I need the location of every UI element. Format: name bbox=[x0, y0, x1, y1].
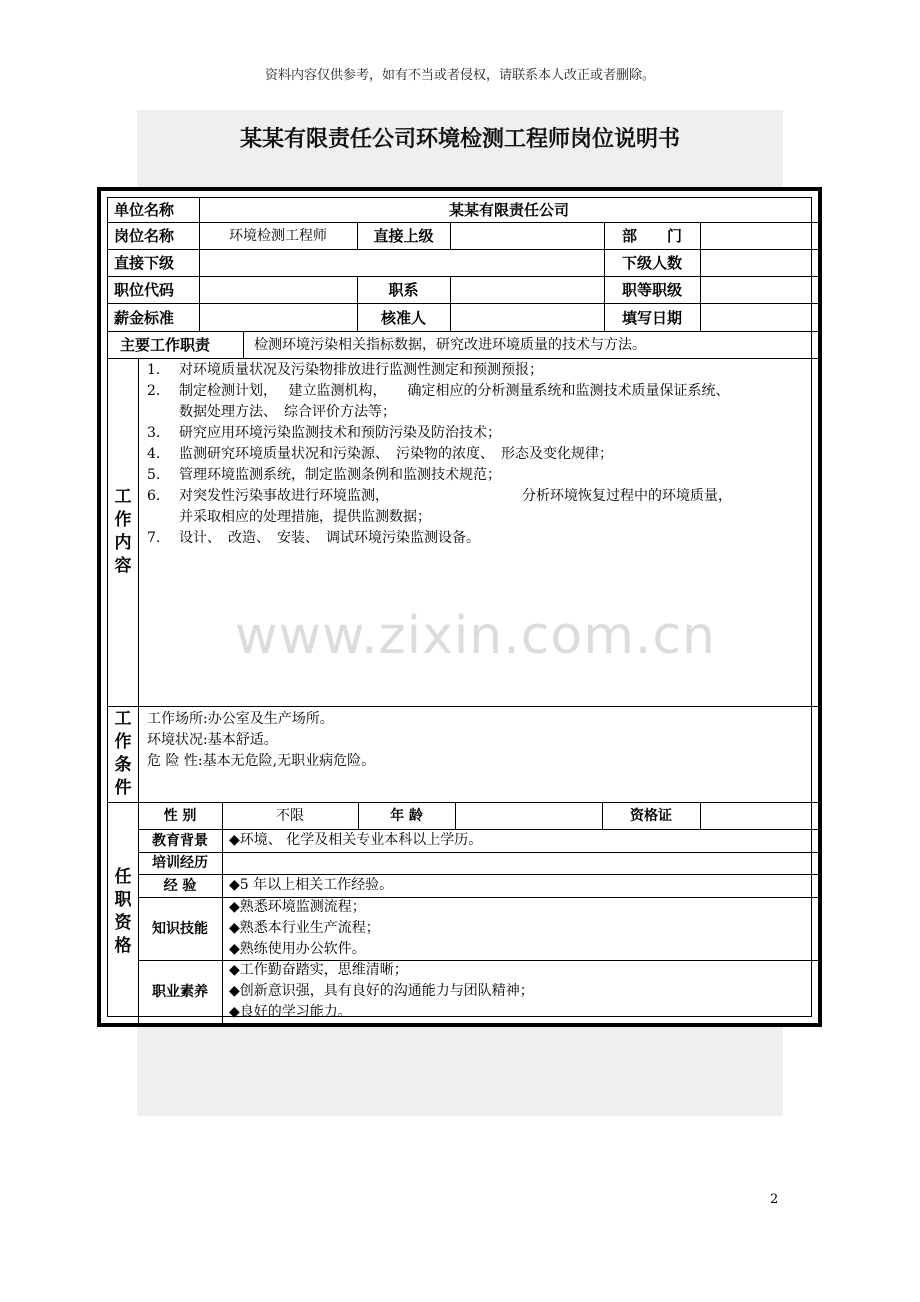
disclaimer-text: 资料内容仅供参考，如有不当或者侵权，请联系本人改正或者删除。 bbox=[264, 68, 655, 83]
gender-label: 性 别 bbox=[163, 808, 197, 824]
training-label: 培训经历 bbox=[152, 855, 208, 871]
education-value: ◆环境、 化学及相关专业本科以上学历。 bbox=[229, 832, 483, 848]
list-item: 1. 对环境质量状况及污染物排放进行监测性测定和预测预报； bbox=[147, 362, 543, 378]
post-name-label: 岗位名称 bbox=[114, 227, 175, 245]
salary-label: 薪金标准 bbox=[114, 309, 175, 327]
work-conditions-label: 工 作 条 件 bbox=[114, 709, 132, 798]
job-family-label: 职系 bbox=[388, 281, 419, 299]
quality-label: 职业素养 bbox=[152, 984, 208, 1000]
grade-label: 职等职级 bbox=[621, 281, 682, 299]
experience-value: ◆5 年以上相关工作经验。 bbox=[229, 877, 394, 893]
direct-superior-label: 直接上级 bbox=[373, 227, 434, 245]
fill-date-label: 填写日期 bbox=[621, 309, 682, 327]
experience-label: 经 验 bbox=[163, 878, 197, 894]
list-item: 6. 对突发性污染事故进行环境监测， 分析环境恢复过程中的环境质量， 并采取相应的处理措施，提供监测数据； bbox=[147, 488, 732, 525]
work-place-text: 工作场所:办公室及生产场所。 bbox=[147, 711, 334, 727]
page-number: 2 bbox=[770, 1192, 779, 1207]
unit-name-value: 某某有限责任公司 bbox=[448, 201, 569, 219]
list-item: 4. 监测研究环境质量状况和污染源、 污染物的浓度、 形态及变化规律； bbox=[147, 446, 613, 462]
knowledge-item-1: ◆熟悉环境监测流程； bbox=[229, 899, 366, 915]
main-duty-label: 主要工作职责 bbox=[120, 336, 211, 354]
work-content-label: 工 作 内 容 bbox=[114, 487, 132, 576]
work-content-list bbox=[147, 360, 817, 549]
department-label: 部 门 bbox=[621, 227, 682, 245]
knowledge-item-3: ◆熟练使用办公软件。 bbox=[229, 941, 366, 957]
position-code-label: 职位代码 bbox=[114, 281, 175, 299]
age-label: 年 龄 bbox=[390, 808, 423, 824]
subordinate-count-label: 下级人数 bbox=[621, 254, 682, 272]
approver-label: 核准人 bbox=[380, 309, 426, 327]
qualification-label: 任 职 资 格 bbox=[114, 867, 132, 956]
list-item: 2. 制定检测计划， 建立监测机构， 确定相应的分析测量系统和监测技术质量保证系统、 数据处理方法、 综合评价方法等； bbox=[147, 383, 730, 420]
certificate-label: 资格证 bbox=[630, 808, 672, 824]
document-title: 某某有限责任公司环境检测工程师岗位说明书 bbox=[239, 127, 680, 152]
direct-subordinate-label: 直接下级 bbox=[114, 254, 175, 272]
watermark-text: www.zixin.com.cn bbox=[235, 606, 716, 666]
gender-value: 不限 bbox=[276, 808, 304, 824]
quality-item-1: ◆工作勤奋踏实，思维清晰； bbox=[229, 962, 408, 978]
knowledge-item-2: ◆熟悉本行业生产流程； bbox=[229, 920, 380, 936]
knowledge-label: 知识技能 bbox=[152, 921, 208, 937]
list-item: 5. 管理环境监测系统，制定监测条例和监测技术规范； bbox=[147, 467, 501, 483]
risk-text: 危 险 性:基本无危险,无职业病危险。 bbox=[147, 753, 376, 769]
quality-item-2: ◆创新意识强，具有良好的沟通能力与团队精神； bbox=[229, 983, 534, 999]
post-name-value: 环境检测工程师 bbox=[229, 228, 327, 244]
quality-item-3: ◆良好的学习能力。 bbox=[229, 1004, 352, 1020]
unit-name-label: 单位名称 bbox=[114, 201, 175, 219]
environment-text: 环境状况:基本舒适。 bbox=[147, 732, 278, 748]
main-duty-value: 检测环境污染相关指标数据，研究改进环境质量的技术与方法。 bbox=[254, 337, 646, 353]
education-label: 教育背景 bbox=[152, 833, 208, 849]
list-item: 7. 设计、 改造、 安装、 调试环境污染监测设备。 bbox=[147, 530, 480, 546]
list-item: 3. 研究应用环境污染监测技术和预防污染及防治技术； bbox=[147, 425, 501, 441]
